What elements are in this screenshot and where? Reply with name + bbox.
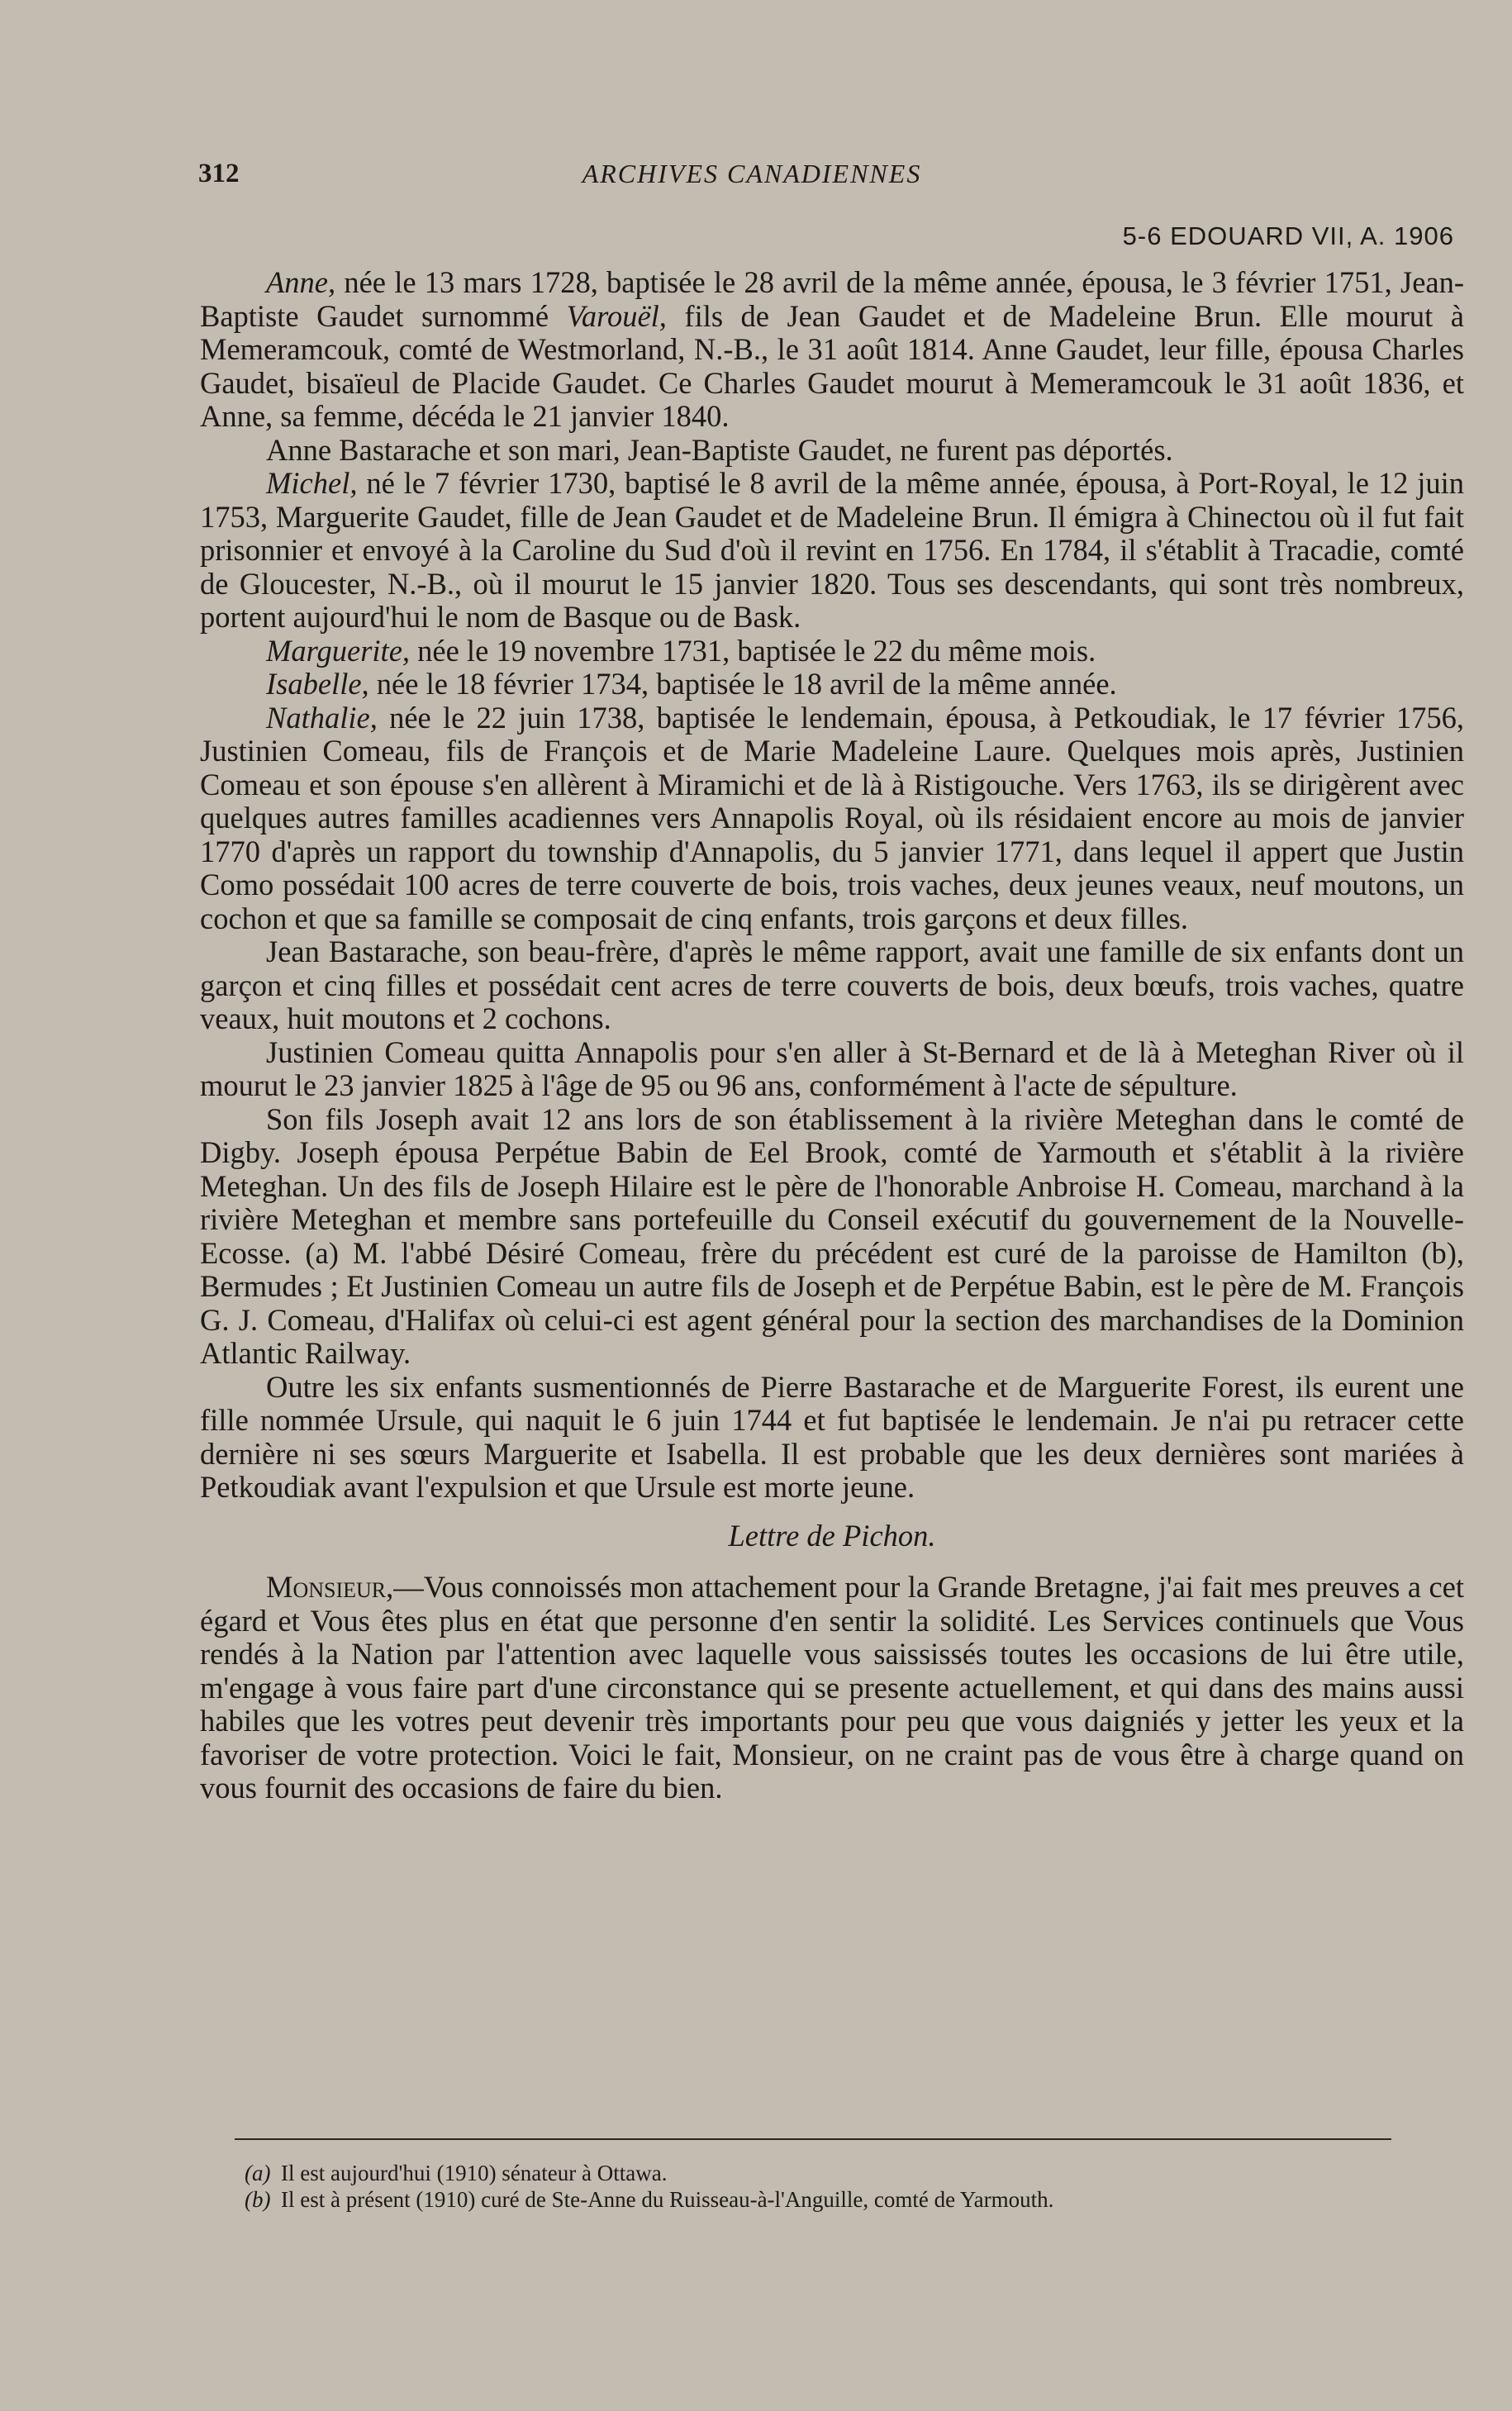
paragraph-anne [200, 266, 1464, 434]
paragraph-text: née le 19 novembre 1731, baptisée le 22 du même mois. [410, 633, 1096, 668]
paragraph-text: née le 13 mars 1728, baptisée le 28 avril de la même année, épousa, le 3 février 1751, Jean-Baptiste Gaudet surnommé [200, 265, 1464, 333]
name-lead: Marguerite, [266, 633, 411, 668]
footnote-divider [235, 2138, 1391, 2140]
paragraph-text: Anne Bastarache et son mari, Jean-Baptiste Gaudet, ne furent pas déportés. [266, 432, 1173, 467]
page-header [198, 159, 1305, 192]
name-lead: Nathalie, [266, 700, 378, 735]
footnotes [245, 2160, 1443, 2213]
footnote-a [245, 2160, 1443, 2186]
running-title: ARCHIVES CANADIENNES [582, 159, 922, 188]
name-lead: Michel, [266, 466, 358, 500]
footnote-text: Il est à présent (1910) curé de Ste-Anne du Ruisseau-à-l'Anguille, comté de Yarmouth. [281, 2187, 1054, 2212]
paragraph-isabelle [200, 668, 1464, 701]
letter-paragraph [200, 1571, 1464, 1805]
paragraph-text: née le 18 février 1734, baptisée le 18 avril de la même année. [368, 667, 1117, 701]
footnote-mark: (a) [245, 2161, 271, 2185]
nickname: Varouël, [566, 298, 667, 333]
paragraph-michel [200, 467, 1464, 635]
session-label: 5-6 EDOUARD VII, A. 1906 [1122, 221, 1454, 250]
paragraph-ursule [200, 1371, 1464, 1505]
letter-salutation: Monsieur, [266, 1570, 394, 1604]
paragraph-jean-bastarache [200, 935, 1464, 1036]
body-text [200, 266, 1464, 1805]
footnote-mark: (b) [245, 2187, 271, 2212]
paragraph-joseph [200, 1103, 1464, 1371]
paragraph-not-deported [200, 434, 1464, 468]
paragraph-text: fils de Jean Gaudet et de Madeleine Brun. Elle mourut à Memeramcouk, comté de Westmorland, N.-B., le 31 août 1814. Anne Gaudet, leur fille, épousa Charles Gaudet, bisaïeul de Placide Gaudet. Ce Charles Gaudet mourut à Memeramcouk le 31 août 1836, et Anne, sa femme, décéda le 21 janvier 1840. [200, 298, 1465, 433]
paragraph-text: Outre les six enfants susmentionnés de Pierre Bastarache et de Marguerite Forest, ils eurent une fille nommée Ursule, qui naquit le 6 juin 1744 et fut baptisée le lendemain. Je n'ai pu retracer cette dernière ni ses sœurs Marguerite et Isabella. Il est probable que les deux dernières sont mariées à Petkoudiak avant l'expulsion et que Ursule est morte jeune. [200, 1369, 1464, 1504]
name-lead: Isabelle, [266, 667, 369, 701]
paragraph-text: Justinien Comeau quitta Annapolis pour s'en aller à St-Bernard et de là à Meteghan River où il mourut le 23 janvier 1825 à l'âge de 95 ou 96 ans, conformément à l'acte de sépulture. [200, 1034, 1464, 1102]
footnote-text: Il est aujourd'hui (1910) sénateur à Ottawa. [281, 2161, 668, 2185]
paragraph-text: Son fils Joseph avait 12 ans lors de son établissement à la rivière Meteghan dans le comté de Digby. Joseph épousa Perpétue Babin de Eel Brook, comté de Yarmouth et s'établit à la rivière Meteghan. Un des fils de Joseph Hilaire est le père de l'honorable Anbroise H. Comeau, marchand à la rivière Meteghan et membre sans portefeuille du Conseil exécutif du gouvernement de la Nouvelle-Ecosse. (a) M. l'abbé Désiré Comeau, frère du précédent est curé de la paroisse de Hamilton (b), Bermudes ; Et Justinien Comeau un autre fils de Joseph et de Perpétue Babin, est le père de M. François G. J. Comeau, d'Halifax où celui-ci est agent général pour la section des marchandises de la Dominion Atlantic Railway. [200, 1101, 1464, 1370]
paragraph-text: Jean Bastarache, son beau-frère, d'après le même rapport, avait une famille de six enfants dont un garçon et cinq filles et possédait cent acres de terre couverts de bois, deux bœufs, trois vaches, quatre veaux, huit moutons et 2 cochons. [200, 934, 1464, 1035]
name-lead: Anne, [266, 265, 336, 299]
paragraph-justinien [200, 1036, 1464, 1103]
letter-text: —Vous connoissés mon attachement pour la Grande Bretagne, j'ai fait mes preuves a cet égard et Vous êtes plus en état que personne d'en sentir la solidité. Les Services continuels que Vous rendés à la Nation par l'attention avec laquelle vous saississés toutes les occasions de lui être utile, m'engage à vous faire part d'une circonstance qui se presente actuellement, et qui dans des mains aussi habiles que les votres peut devenir très importants pour peu que vous daigniés y jetter les yeux et la favoriser de votre protection. Voici le fait, Monsieur, on ne craint pas de vous être à charge quand on vous fournit des occasions de faire du bien. [200, 1570, 1464, 1805]
footnote-b [245, 2186, 1443, 2213]
paragraph-text: née le 22 juin 1738, baptisée le lendemain, épousa, à Petkoudiak, le 17 février 1756, Justinien Comeau, fils de François et de Marie Madeleine Laure. Quelques mois après, Justinien Comeau et son épouse s'en allèrent à Miramichi et de là à Ristigouche. Vers 1763, ils se dirigèrent avec quelques autres familles acadiennes vers Annapolis Royal, où ils résidaient encore au mois de janvier 1770 d'après un rapport du township d'Annapolis, du 5 janvier 1771, dans lequel il appert que Justin Como possédait 100 acres de terre couverte de bois, trois vaches, deux jeunes veaux, neuf moutons, un cochon et que sa famille se composait de cinq enfants, trois garçons et deux filles. [200, 700, 1464, 935]
section-title: Lettre de Pichon. [728, 1518, 936, 1553]
paragraph-text: né le 7 février 1730, baptisé le 8 avril de la même année, épousa, à Port-Royal, le 12 juin 1753, Marguerite Gaudet, fille de Jean Gaudet et de Madeleine Brun. Il émigra à Chinectou où il fut fait prisonnier et envoyé à la Caroline du Sud d'où il revint en 1756. En 1784, il s'établit à Tracadie, comté de Gloucester, N.-B., où il mourut le 15 janvier 1820. Tous ses descendants, qui sont très nombreux, portent aujourd'hui le nom de Basque ou de Bask. [200, 466, 1464, 634]
page-number: 312 [198, 159, 240, 188]
paragraph-marguerite [200, 635, 1464, 668]
paragraph-nathalie [200, 701, 1464, 936]
